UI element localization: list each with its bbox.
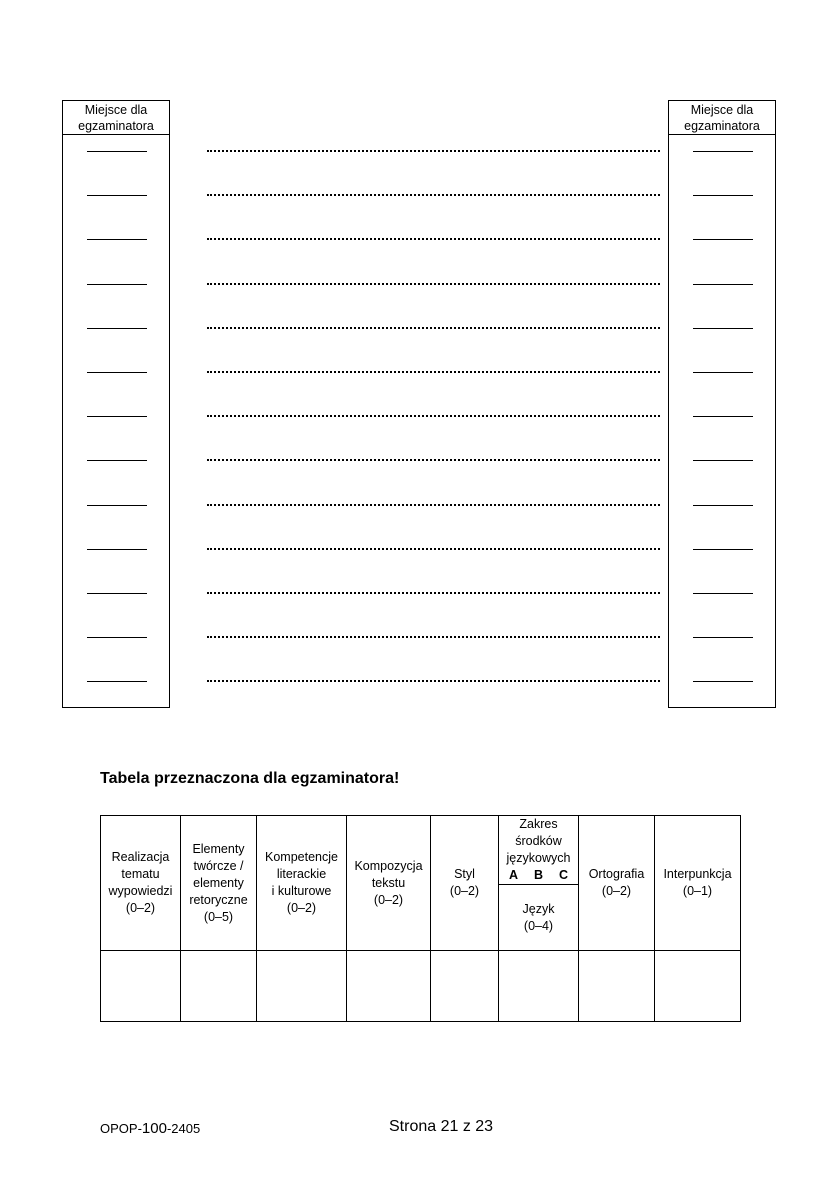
answer-dotted-line[interactable]	[207, 504, 660, 506]
score-blank-line[interactable]	[87, 372, 147, 373]
answer-dotted-line[interactable]	[207, 194, 660, 196]
score-blank-line[interactable]	[693, 681, 753, 682]
score-blank-line[interactable]	[87, 593, 147, 594]
answer-dotted-line[interactable]	[207, 371, 660, 373]
score-blank-line[interactable]	[693, 151, 753, 152]
score-blank-line[interactable]	[693, 460, 753, 461]
header-elementy: Elementy twórcze / elementy retoryczne (0–5)	[181, 816, 257, 951]
score-blank-line[interactable]	[693, 549, 753, 550]
answer-dotted-line[interactable]	[207, 150, 660, 152]
answer-dotted-line[interactable]	[207, 415, 660, 417]
header-interpunkcja: Interpunkcja (0–1)	[655, 816, 741, 951]
abc-labels	[501, 867, 576, 884]
answer-dotted-line[interactable]	[207, 636, 660, 638]
examiner-margin-left-header: Miejsce dla egzaminatora	[63, 101, 169, 135]
examiner-margin-left	[62, 100, 170, 708]
score-blank-line[interactable]	[87, 151, 147, 152]
label-b: B	[533, 868, 544, 882]
label-a: A	[508, 868, 518, 882]
header-realizacja: Realizacja tematu wypowiedzi (0–2)	[101, 816, 181, 951]
header-kompetencje: Kompetencje literackie i kulturowe (0–2)	[257, 816, 347, 951]
answer-dotted-line[interactable]	[207, 283, 660, 285]
score-blank-line[interactable]	[693, 284, 753, 285]
page-number: Strona 21 z 23	[389, 1118, 494, 1135]
score-blank-line[interactable]	[693, 239, 753, 240]
examiner-margin-right	[668, 100, 776, 708]
score-blank-line[interactable]	[87, 460, 147, 461]
score-cell-jezyk[interactable]	[499, 951, 579, 1022]
header-kompozycja: Kompozycja tekstu (0–2)	[347, 816, 431, 951]
header-jezyk: Język (0–4)	[499, 885, 579, 951]
header-styl: Styl (0–2)	[431, 816, 499, 951]
answer-dotted-line[interactable]	[207, 680, 660, 682]
answer-dotted-line[interactable]	[207, 592, 660, 594]
header-ortografia: Ortografia (0–2)	[579, 816, 655, 951]
score-blank-line[interactable]	[87, 239, 147, 240]
score-blank-line[interactable]	[87, 637, 147, 638]
score-cell-kompetencje[interactable]	[257, 951, 347, 1022]
score-cell-kompozycja[interactable]	[347, 951, 431, 1022]
score-blank-line[interactable]	[87, 195, 147, 196]
score-blank-line[interactable]	[87, 328, 147, 329]
score-cell-styl[interactable]	[431, 951, 499, 1022]
score-blank-line[interactable]	[87, 416, 147, 417]
answer-dotted-line[interactable]	[207, 459, 660, 461]
grading-table	[100, 815, 741, 1022]
document-code: OPOP-100-2405	[100, 1120, 201, 1137]
score-cell-elementy[interactable]	[181, 951, 257, 1022]
score-blank-line[interactable]	[87, 505, 147, 506]
score-blank-line[interactable]	[87, 549, 147, 550]
score-blank-line[interactable]	[693, 372, 753, 373]
score-blank-line[interactable]	[693, 195, 753, 196]
answer-dotted-line[interactable]	[207, 548, 660, 550]
answer-dotted-line[interactable]	[207, 238, 660, 240]
score-cell-interpunkcja[interactable]	[655, 951, 741, 1022]
score-cell-realizacja[interactable]	[101, 951, 181, 1022]
score-blank-line[interactable]	[87, 681, 147, 682]
label-c: C	[559, 868, 569, 882]
section-title: Tabela przeznaczona dla egzaminatora!	[100, 770, 400, 787]
score-blank-line[interactable]	[693, 505, 753, 506]
score-cell-ortografia[interactable]	[579, 951, 655, 1022]
examiner-margin-right-header: Miejsce dla egzaminatora	[669, 101, 775, 135]
score-blank-line[interactable]	[87, 284, 147, 285]
score-blank-line[interactable]	[693, 328, 753, 329]
score-blank-line[interactable]	[693, 637, 753, 638]
header-zakres: Zakres środków językowych A B C	[499, 816, 579, 885]
score-blank-line[interactable]	[693, 416, 753, 417]
answer-dotted-line[interactable]	[207, 327, 660, 329]
score-blank-line[interactable]	[693, 593, 753, 594]
